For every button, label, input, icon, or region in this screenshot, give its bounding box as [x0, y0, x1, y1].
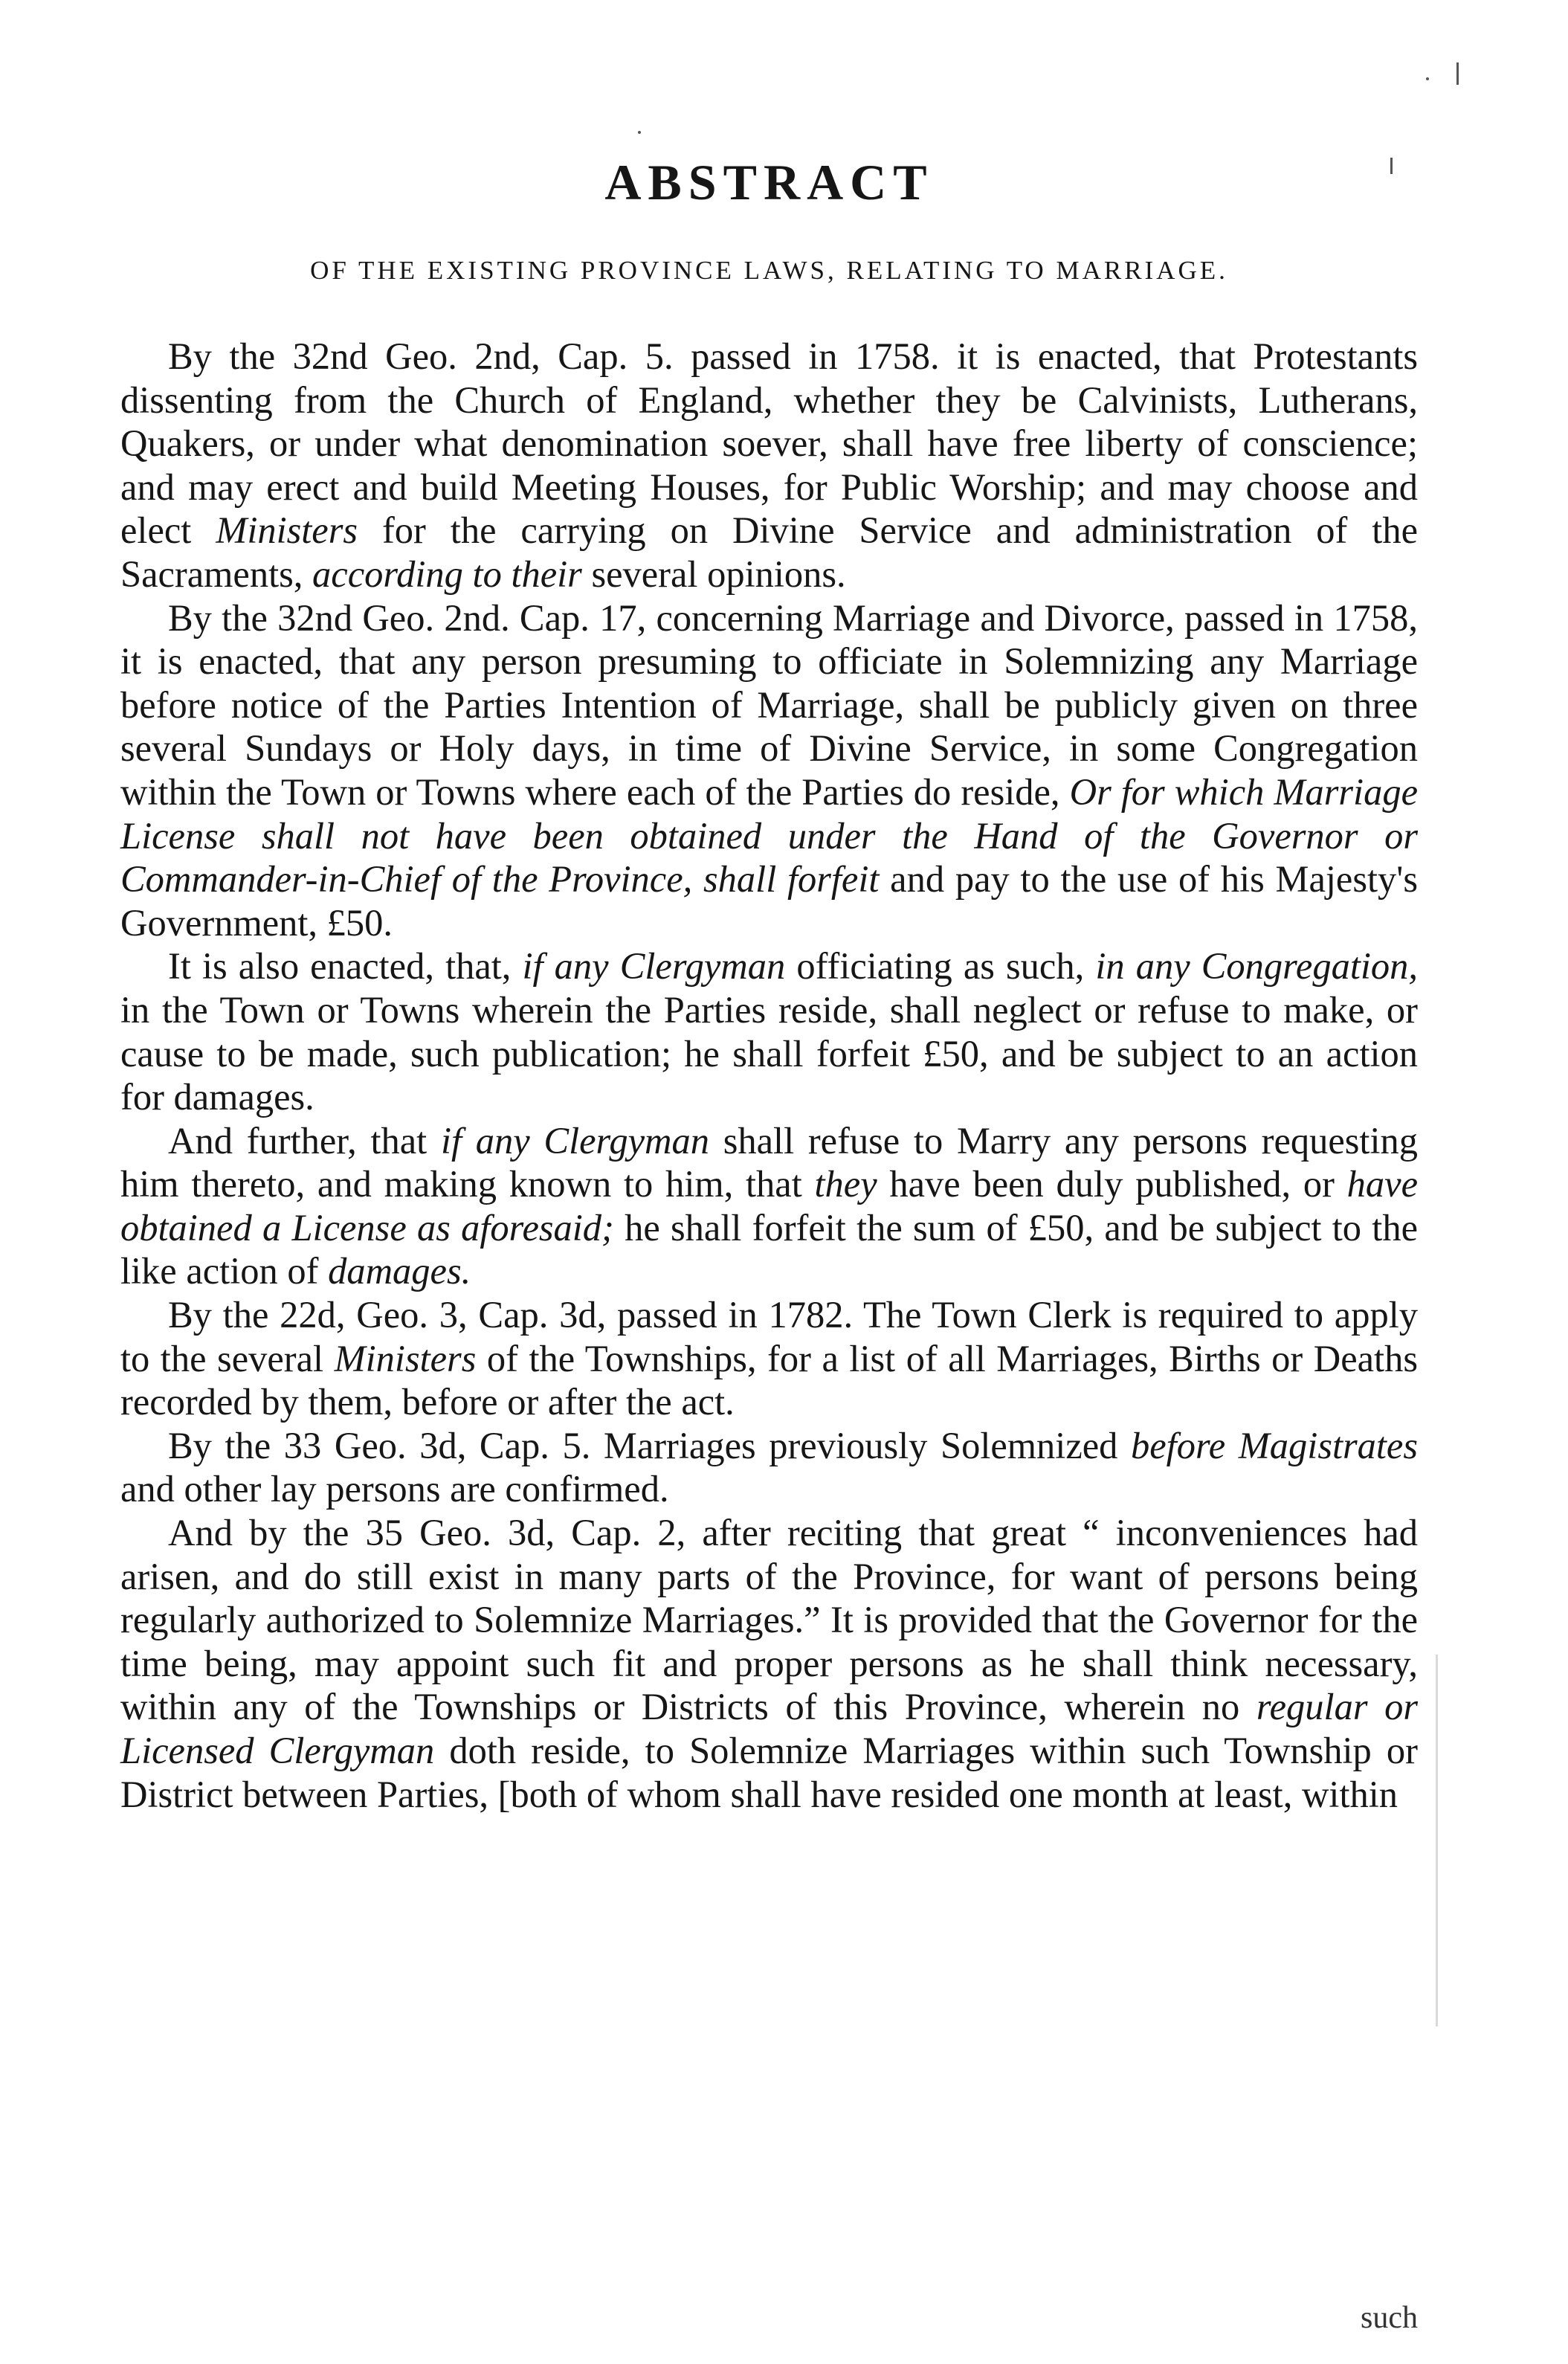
paragraph [120, 944, 1418, 1118]
italic-text-run: regular or Licensed Clergyman [120, 1686, 1418, 1771]
italic-text-run: before Magistrates [1131, 1424, 1418, 1466]
italic-text-run: Ministers [216, 509, 358, 552]
page-title: ABSTRACT [604, 154, 934, 210]
text-run: officiating as such, [785, 945, 1096, 988]
body-text [120, 335, 1418, 1816]
text-run: By the 33 Geo. 3d, Cap. 5. Marriages previously Solemnized [168, 1424, 1131, 1466]
paragraph [120, 596, 1418, 945]
text-run: And further, that [168, 1119, 441, 1162]
italic-text-run: damages. [328, 1250, 471, 1292]
text-run: several opinions. [581, 553, 846, 595]
paragraph [120, 1293, 1418, 1424]
text-run: doth reside, to Solemnize Marriages within such Township or District between Parties, [both of whom shall have resided one month at least, within [120, 1730, 1419, 1815]
text-run: in the Town or Towns wherein the Parties reside, shall neglect or refuse to make, or cause to be made, such publication; he shall forfeit £50, and be subject to an action for damages. [120, 988, 1418, 1118]
text-run: By the 22d, Geo. 3, Cap. 3d, passed in 1782. The Town Clerk is required to apply to the several [120, 1294, 1418, 1379]
text-run: shall refuse to Marry any persons requesting him thereto, and making known to him, that [120, 1119, 1418, 1205]
italic-text-run: they [814, 1163, 877, 1205]
ink-speck [1426, 77, 1429, 80]
text-run: he shall forfeit the sum of £50, and be subject to the like action of [120, 1206, 1418, 1292]
ink-speck [1390, 158, 1393, 174]
catchword: such [1361, 2301, 1418, 2335]
ink-speck [1456, 62, 1459, 85]
italic-text-run: in any Congregation, [1095, 945, 1419, 988]
text-run: and other lay persons are confirmed. [120, 1468, 669, 1510]
paragraph [120, 335, 1418, 596]
margin-rule [1436, 1655, 1438, 2026]
italic-text-run: according to their [312, 553, 582, 595]
italic-text-run: if any Clergyman [522, 945, 786, 988]
ink-speck [638, 131, 641, 134]
paragraph [120, 1119, 1418, 1293]
paragraph [120, 1424, 1418, 1511]
text-run: By the 32nd Geo. 2nd. Cap. 17, concerning Marriage and Divorce, passed in 1758, it is enacted, that any person presuming to officiate in Solemnizing any Marriage before notice of the Parties Intention of Marriage, shall be publicly given on three several Sundays or Holy days, in time of Divine Service, in some Congregation within the Town or Towns where each of the Parties do reside, [120, 596, 1418, 813]
italic-text-run: if any Clergyman [440, 1119, 709, 1162]
italic-text-run: Ministers [334, 1337, 477, 1379]
page-subtitle: OF THE EXISTING PROVINCE LAWS, RELATING TO MARRIAGE. [310, 256, 1228, 285]
paragraph [120, 1511, 1418, 1816]
text-run: and pay to the use of his Majesty's Government, £50. [120, 858, 1418, 944]
text-run: By the 32nd Geo. 2nd, Cap. 5. passed in 1758. it is enacted, that Protestants dissenting from the Church of England, whether they be Calvinists, Lutherans, Quakers, or under what denomination soever, shall have free liberty of conscience; and may erect and build Meeting Houses, for Public Worship; and may choose and elect [120, 335, 1418, 552]
text-run: of the Townships, for a list of all Marriages, Births or Deaths recorded by them, before or after the act. [120, 1337, 1418, 1423]
text-run: And by the 35 Geo. 3d, Cap. 2, after reciting that great “ inconveniences had arisen, and do still exist in many parts of the Province, for want of persons being regularly authorized to Solemnize Marriages.” It is provided that the Governor for the time being, may appoint such fit and proper persons as he shall think necessary, within any of the Townships or Districts of this Province, wherein no [120, 1512, 1418, 1728]
italic-text-run: Or for which Marriage License shall not have been obtained under the Hand of the Governor or Commander-in-Chief of the Province, shall forfeit [120, 770, 1418, 901]
italic-text-run: have obtained a License as aforesaid; [120, 1163, 1418, 1249]
text-run: It is also enacted, that, [168, 945, 523, 988]
text-run: have been duly published, or [877, 1163, 1347, 1205]
text-run: for the carrying on Divine Service and administration of the Sacraments, [120, 509, 1418, 595]
